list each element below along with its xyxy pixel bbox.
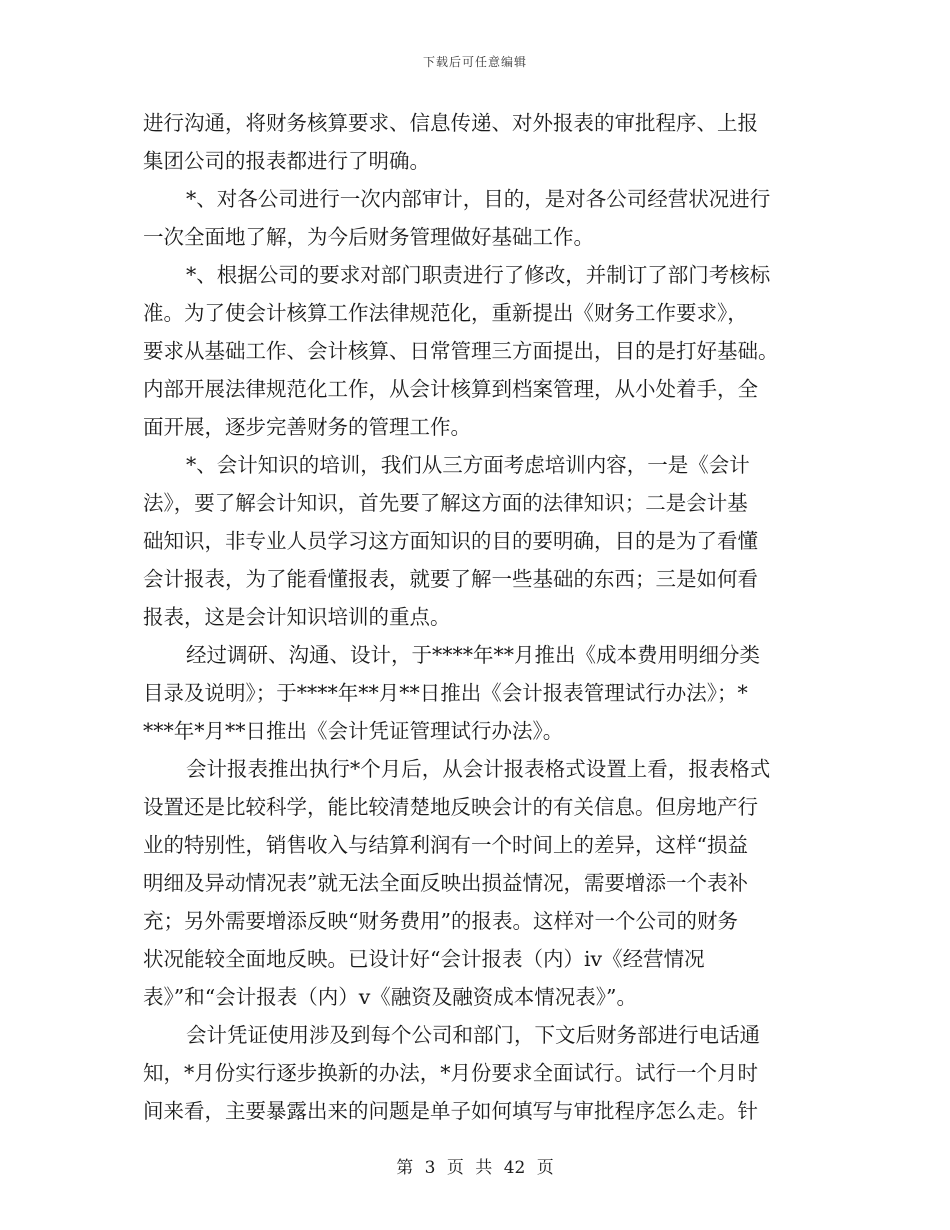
text-line: 报表，这是会计知识培训的重点。	[143, 605, 451, 629]
text-line: 充；另外需要增添反映“财务费用”的报表。这样对一个公司的财务	[143, 909, 738, 933]
text-line: 要求从基础工作、会计核算、日常管理三方面提出，目的是打好基础。	[143, 339, 779, 363]
text-line: 内部开展法律规范化工作，从会计核算到档案管理，从小处着手，全	[143, 377, 758, 401]
text-line: 一次全面地了解，为今后财务管理做好基础工作。	[143, 225, 594, 249]
text-line: 础知识，非专业人员学习这方面知识的目的要明确，目的是为了看懂	[143, 529, 758, 553]
text-line: 准。为了使会计核算工作法律规范化，重新提出《财务工作要求》，	[143, 301, 748, 325]
text-line: 面开展，逐步完善财务的管理工作。	[143, 415, 471, 439]
text-line: 集团公司的报表都进行了明确。	[143, 149, 430, 173]
paragraph-start-line: *、对各公司进行一次内部审计，目的，是对各公司经营状况进行	[186, 187, 771, 211]
paragraph-start-line: *、会计知识的培训，我们从三方面考虑培训内容，一是《会计	[186, 453, 750, 477]
paragraph-start-line: *、根据公司的要求对部门职责进行了修改，并制订了部门考核标	[186, 263, 771, 287]
text-line: 间来看，主要暴露出来的问题是单子如何填写与审批程序怎么走。针	[143, 1099, 758, 1123]
text-line: 设置还是比较科学，能比较清楚地反映会计的有关信息。但房地产行	[143, 795, 758, 819]
text-line: 会计报表，为了能看懂报表，就要了解一些基础的东西；三是如何看	[143, 567, 758, 591]
text-line: 进行沟通，将财务核算要求、信息传递、对外报表的审批程序、上报	[143, 111, 758, 135]
text-line: 明细及异动情况表”就无法全面反映出损益情况，需要增添一个表补	[143, 871, 748, 895]
text-line: 目录及说明》；于****年**月**日推出《会计报表管理试行办法》；*	[143, 681, 748, 705]
paragraph-start-line: 会计报表推出执行*个月后，从会计报表格式设置上看，报表格式	[186, 757, 771, 781]
document-body	[143, 104, 815, 1130]
page-header: 下载后可任意编辑	[422, 55, 527, 69]
text-line: 知，*月份实行逐步换新的办法，*月份要求全面试行。试行一个月时	[143, 1061, 758, 1085]
paragraph-start-line: 会计凭证使用涉及到每个公司和部门，下文后财务部进行电话通	[186, 1023, 760, 1047]
text-line: 业的特别性，销售收入与结算利润有一个时间上的差异，这样“损益	[143, 833, 748, 857]
text-line: 表》”和“会计报表（内）v《融资及融资成本情况表》”。	[143, 985, 638, 1009]
paragraph-start-line: 经过调研、沟通、设计，于****年**月推出《成本费用明细分类	[186, 643, 760, 667]
text-line: 状况能较全面地反映。已设计好“会计报表（内）iv《经营情况	[143, 947, 705, 971]
text-line: 法》，要了解会计知识，首先要了解这方面的法律知识；二是会计基	[143, 491, 748, 515]
page-number-footer: 第 3 页 共 42 页	[396, 1158, 554, 1178]
text-line: ***年*月**日推出《会计凭证管理试行办法》。	[143, 719, 564, 743]
